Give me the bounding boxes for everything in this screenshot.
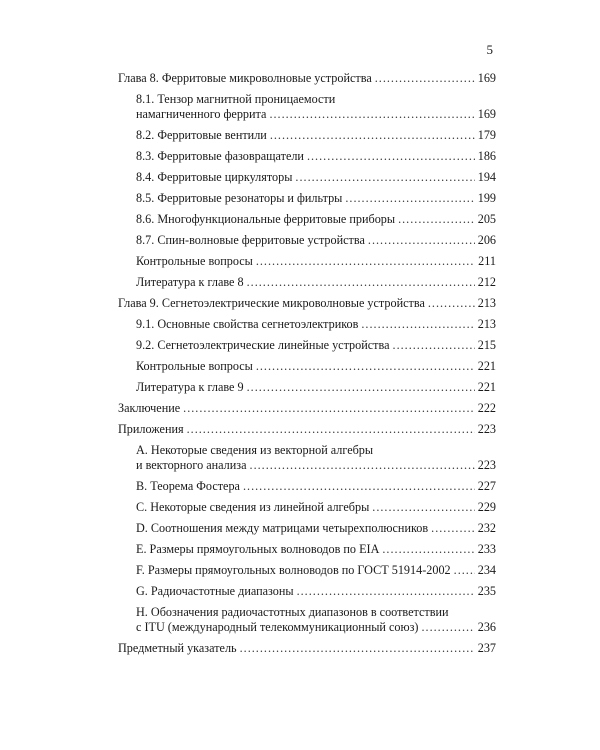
toc-entry — [118, 212, 496, 227]
toc-entry-page: 222 — [477, 401, 496, 415]
dot-leader — [256, 359, 475, 374]
dot-leader — [345, 191, 474, 206]
dot-leader — [247, 275, 475, 290]
toc-entry-title: Глава 9. Сегнетоэлектрические микроволновые устройства — [118, 296, 425, 310]
dot-leader — [250, 458, 475, 473]
toc-entry-title: 8.6. Многофункциональные ферритовые приборы — [136, 212, 396, 226]
toc-entry-title: 9.2. Сегнетоэлектрические линейные устройства — [136, 338, 390, 352]
toc-entry — [118, 170, 496, 185]
toc-entry-title-line1: A. Некоторые сведения из векторной алгебры — [136, 443, 374, 457]
dot-leader — [247, 380, 475, 395]
toc-entry-title: 9.1. Основные свойства сегнетоэлектриков — [136, 317, 359, 331]
toc-entry-title: G. Радиочастотные диапазоны — [136, 584, 294, 598]
toc-entry-title: Глава 8. Ферритовые микроволновые устройства — [118, 71, 372, 85]
toc-entry-page: 229 — [477, 500, 496, 514]
dot-leader — [454, 563, 475, 578]
dot-leader — [297, 584, 475, 599]
dot-leader — [243, 479, 475, 494]
toc-entry-page: 212 — [477, 275, 496, 289]
toc-entry-title: F. Размеры прямоугольных волноводов по ГОСТ 51914-2002 — [136, 563, 451, 577]
toc-entry — [118, 479, 496, 494]
toc-entry-page: 186 — [477, 149, 496, 163]
dot-leader — [295, 170, 474, 185]
toc-entry — [118, 191, 496, 206]
page-number: 5 — [486, 42, 493, 57]
toc-entry-page: 227 — [477, 479, 496, 493]
dot-leader — [421, 620, 474, 635]
toc-entry-page: 179 — [477, 128, 496, 142]
toc-entry-page: 215 — [477, 338, 496, 352]
dot-leader — [368, 233, 475, 248]
toc-entry-title: 8.3. Ферритовые фазовращатели — [136, 149, 304, 163]
toc-entry-title: Литература к главе 8 — [136, 275, 244, 289]
dot-leader — [428, 296, 475, 311]
dot-leader — [398, 212, 475, 227]
toc-entry — [118, 338, 496, 353]
toc-entry-title-line1: 8.1. Тензор магнитной проницаемости — [136, 92, 336, 106]
toc-entry — [118, 149, 496, 164]
toc-entry — [118, 317, 496, 332]
dot-leader — [372, 500, 474, 515]
toc-entry — [118, 542, 496, 557]
toc-entry-title: Заключение — [118, 401, 181, 415]
dot-leader — [187, 422, 475, 437]
dot-leader — [240, 641, 475, 656]
toc-entry-page: 169 — [477, 107, 496, 121]
toc-entry-page: 237 — [477, 641, 496, 655]
dot-leader — [183, 401, 475, 416]
toc-entry-title: B. Теорема Фостера — [136, 479, 240, 493]
toc-entry-title: Контрольные вопросы — [136, 359, 253, 373]
toc-entry-page: 199 — [477, 191, 496, 205]
toc-entry-page: 221 — [477, 359, 496, 373]
toc-entry-page: 232 — [477, 521, 496, 535]
toc-entry — [118, 296, 496, 311]
toc-entry-title: 8.7. Спин-волновые ферритовые устройства — [136, 233, 365, 247]
toc-entry — [118, 563, 496, 578]
toc-entry-title: Контрольные вопросы — [136, 254, 253, 268]
toc-entry-title: Приложения — [118, 422, 184, 436]
toc-entry-title: 8.4. Ферритовые циркуляторы — [136, 170, 293, 184]
toc-entry — [118, 71, 496, 86]
toc-entry — [118, 254, 496, 269]
toc-entry — [118, 521, 496, 536]
toc-entry-title: намагниченного феррита — [136, 107, 267, 121]
dot-leader — [431, 521, 475, 536]
toc-entry-page: 211 — [478, 254, 496, 268]
toc-entry — [118, 443, 496, 473]
toc-entry-title-line1: H. Обозначения радиочастотных диапазонов в соответствии — [136, 605, 449, 619]
toc-entry-page: 194 — [477, 170, 496, 184]
toc-entry-page: 205 — [477, 212, 496, 226]
toc-entry-page: 221 — [477, 380, 496, 394]
toc-entry-title: Предметный указатель — [118, 641, 237, 655]
toc-entry — [118, 422, 496, 437]
toc-entry-title: Литература к главе 9 — [136, 380, 244, 394]
dot-leader — [270, 128, 475, 143]
toc-entry-title: 8.2. Ферритовые вентили — [136, 128, 267, 142]
toc-entry-page: 213 — [477, 296, 496, 310]
toc-entry — [118, 401, 496, 416]
toc-entry-page: 233 — [477, 542, 496, 556]
toc-entry-title: C. Некоторые сведения из линейной алгебры — [136, 500, 370, 514]
toc-entry-page: 223 — [477, 422, 496, 436]
dot-leader — [382, 542, 474, 557]
toc-entry-page: 213 — [477, 317, 496, 331]
toc-entry — [118, 641, 496, 656]
toc-entry — [118, 584, 496, 599]
toc-entry-page: 234 — [477, 563, 496, 577]
toc-entry-page: 236 — [477, 620, 496, 634]
toc-entry-title: E. Размеры прямоугольных волноводов по EIA — [136, 542, 380, 556]
toc-entry-page: 235 — [477, 584, 496, 598]
toc-entry-page: 169 — [477, 71, 496, 85]
toc-entry — [118, 92, 496, 122]
toc-entry — [118, 605, 496, 635]
table-of-contents — [118, 71, 496, 662]
dot-leader — [375, 71, 475, 86]
dot-leader — [307, 149, 475, 164]
dot-leader — [256, 254, 475, 269]
toc-entry-page: 206 — [477, 233, 496, 247]
toc-entry — [118, 128, 496, 143]
toc-entry-title: с ITU (международный телекоммуникационный союз) — [136, 620, 419, 634]
toc-entry-title: 8.5. Ферритовые резонаторы и фильтры — [136, 191, 343, 205]
dot-leader — [393, 338, 475, 353]
toc-entry-title: и векторного анализа — [136, 458, 247, 472]
toc-entry — [118, 500, 496, 515]
toc-entry — [118, 233, 496, 248]
toc-entry-title: D. Соотношения между матрицами четырехполюсников — [136, 521, 429, 535]
toc-entry — [118, 275, 496, 290]
toc-entry — [118, 380, 496, 395]
dot-leader — [269, 107, 474, 122]
toc-entry-page: 223 — [477, 458, 496, 472]
dot-leader — [361, 317, 474, 332]
toc-entry — [118, 359, 496, 374]
